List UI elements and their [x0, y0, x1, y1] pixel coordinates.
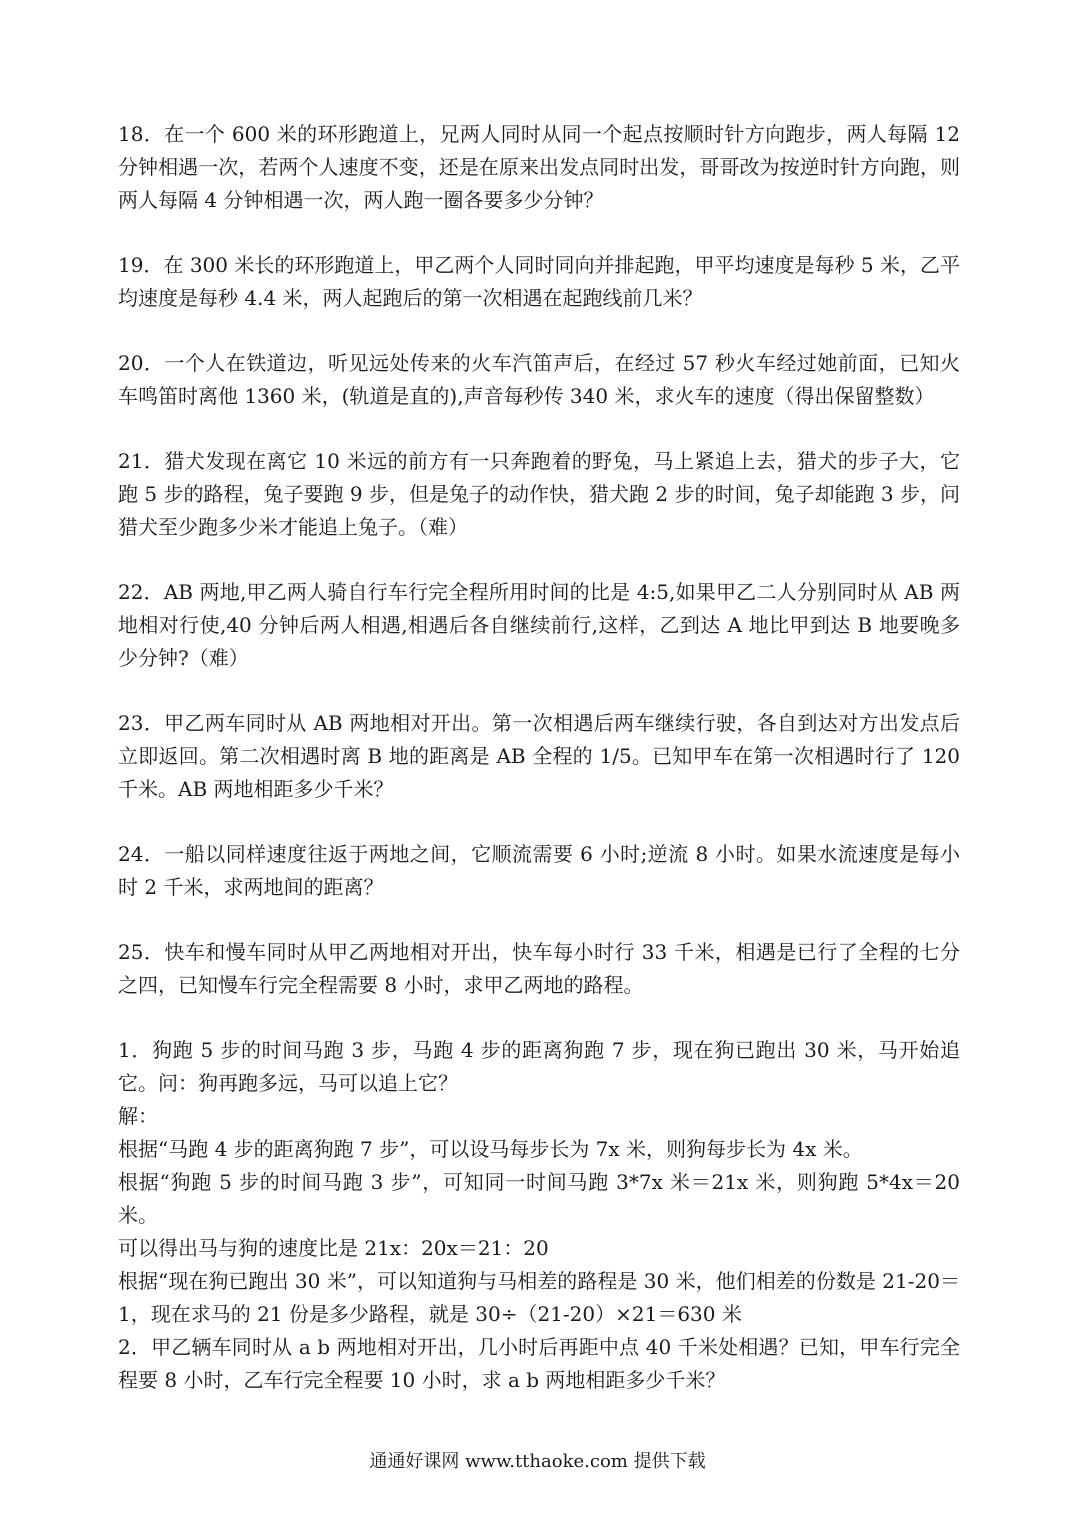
problem-22: 22．AB 两地,甲乙两人骑自行车行完全程所用时间的比是 4:5,如果甲乙二人分别同时从 AB 两地相对行使,40 分钟后两人相遇,相遇后各自继续前行,这样，乙到达 A 地比甲到达 B 地要晚多少分钟?（难）	[118, 580, 960, 670]
solution-step-2: 根据“狗跑 5 步的时间马跑 3 步”，可知同一时间马跑 3*7x 米＝21x 米，则狗跑 5*4x＝20 米。	[118, 1170, 960, 1227]
problem-18: 18．在一个 600 米的环形跑道上，兄两人同时从同一个起点按顺时针方向跑步，两人每隔 12 分钟相遇一次，若两个人速度不变，还是在原来出发点同时出发，哥哥改为按逆时针方向跑，则两人每隔 4 分钟相遇一次，两人跑一圈各要多少分钟？	[118, 122, 960, 212]
problem-24: 24．一船以同样速度往返于两地之间，它顺流需要 6 小时;逆流 8 小时。如果水流速度是每小时 2 千米，求两地间的距离？	[118, 842, 960, 899]
solution-section	[118, 1034, 960, 1397]
solution-step-4: 根据“现在狗已跑出 30 米”，可以知道狗与马相差的路程是 30 米，他们相差的份数是 21-20＝1，现在求马的 21 份是多少路程，就是 30÷（21-20）×21＝630 米	[118, 1269, 960, 1326]
document-page	[118, 118, 960, 1397]
page-footer: 通通好课网 www.tthaoke.com 提供下载	[369, 1451, 706, 1472]
problem-19: 19．在 300 米长的环形跑道上，甲乙两个人同时同向并排起跑，甲平均速度是每秒 5 米，乙平均速度是每秒 4.4 米，两人起跑后的第一次相遇在起跑线前几米？	[118, 253, 960, 310]
solution-label: 解：	[118, 1104, 158, 1128]
problem-23: 23．甲乙两车同时从 AB 两地相对开出。第一次相遇后两车继续行驶，各自到达对方出发点后立即返回。第二次相遇时离 B 地的距离是 AB 全程的 1/5。已知甲车在第一次相遇时行了 120 千米。AB 两地相距多少千米？	[118, 711, 960, 801]
solution-question-1: 1．狗跑 5 步的时间马跑 3 步，马跑 4 步的距离狗跑 7 步，现在狗已跑出 30 米，马开始追它。问：狗再跑多远，马可以追上它？	[118, 1038, 960, 1095]
problem-21: 21．猎犬发现在离它 10 米远的前方有一只奔跑着的野兔，马上紧追上去，猎犬的步子大，它跑 5 步的路程，兔子要跑 9 步，但是兔子的动作快，猎犬跑 2 步的时间，兔子却能跑 3 步，问猎犬至少跑多少米才能追上兔子。（难）	[118, 449, 960, 539]
solution-question-2: 2．甲乙辆车同时从 a b 两地相对开出，几小时后再距中点 40 千米处相遇？已知，甲车行完全程要 8 小时，乙车行完全程要 10 小时，求 a b 两地相距多少千米？	[118, 1335, 960, 1392]
solution-step-1: 根据“马跑 4 步的距离狗跑 7 步”，可以设马每步长为 7x 米，则狗每步长为 4x 米。	[118, 1137, 863, 1161]
problem-25: 25．快车和慢车同时从甲乙两地相对开出，快车每小时行 33 千米，相遇是已行了全程的七分之四，已知慢车行完全程需要 8 小时，求甲乙两地的路程。	[118, 940, 960, 997]
solution-step-3: 可以得出马与狗的速度比是 21x：20x＝21：20	[118, 1236, 549, 1260]
problem-20: 20．一个人在铁道边，听见远处传来的火车汽笛声后，在经过 57 秒火车经过她前面，已知火车鸣笛时离他 1360 米，(轨道是直的),声音每秒传 340 米，求火车的速度（得出保留整数）	[118, 351, 960, 408]
